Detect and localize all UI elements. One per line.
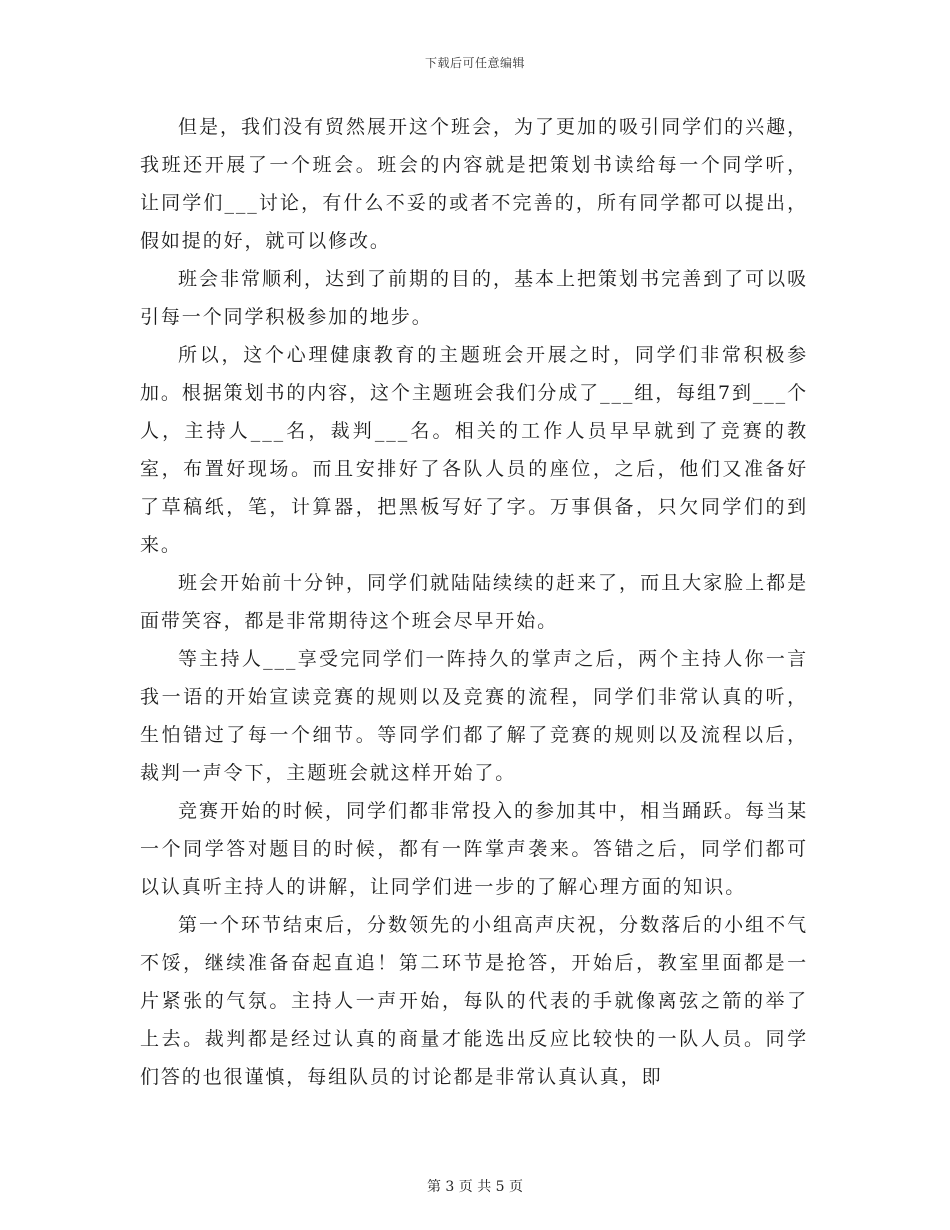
paragraph: 竞赛开始的时候，同学们都非常投入的参加其中，相当踊跃。每当某一个同学答对题目的时候，都有一阵掌声袭来。答错之后，同学们都可以认真听主持人的讲解，让同学们进一步的了解心理方面的知识。 [140,800,808,898]
paragraph: 但是，我们没有贸然展开这个班会，为了更加的吸引同学们的兴趣，我班还开展了一个班会。班会的内容就是把策划书读给每一个同学听，让同学们___讨论，有什么不妥的或者不完善的，所有同学都可以提出，假如提的好，就可以修改。 [140,116,808,252]
paragraph: 班会开始前十分钟，同学们就陆陆续续的赶来了，而且大家脸上都是面带笑容，都是非常期待这个班会尽早开始。 [140,572,808,632]
paragraph: 所以，这个心理健康教育的主题班会开展之时，同学们非常积极参加。根据策划书的内容，这个主题班会我们分成了___组，每组7到___个人，主持人___名，裁判___名。相关的工作人员早早就到了竞赛的教室，布置好现场。而且安排好了各队人员的座位，之后，他们又准备好了草稿纸，笔，计算器，把黑板写好了字。万事俱备，只欠同学们的到来。 [140,344,808,556]
paragraph: 等主持人___享受完同学们一阵持久的掌声之后，两个主持人你一言我一语的开始宣读竞赛的规则以及竞赛的流程，同学们非常认真的听，生怕错过了每一个细节。等同学们都了解了竞赛的规则以及流程以后，裁判一声令下，主题班会就这样开始了。 [140,648,808,784]
paragraph: 班会非常顺利，达到了前期的目的，基本上把策划书完善到了可以吸引每一个同学积极参加的地步。 [140,268,808,328]
page-number-footer: 第 3 页 共 5 页 [426,1179,524,1195]
paragraph: 第一个环节结束后，分数领先的小组高声庆祝，分数落后的小组不气不馁，继续准备奋起直追！第二环节是抢答，开始后，教室里面都是一片紧张的气氛。主持人一声开始，每队的代表的手就像离弦之箭的举了上去。裁判都是经过认真的商量才能选出反应比较快的一队人员。同学们答的也很谨慎，每组队员的讨论都是非常认真认真，即 [140,914,808,1088]
document-body [140,108,808,1096]
page-header: 下载后可任意编辑 [424,56,525,70]
